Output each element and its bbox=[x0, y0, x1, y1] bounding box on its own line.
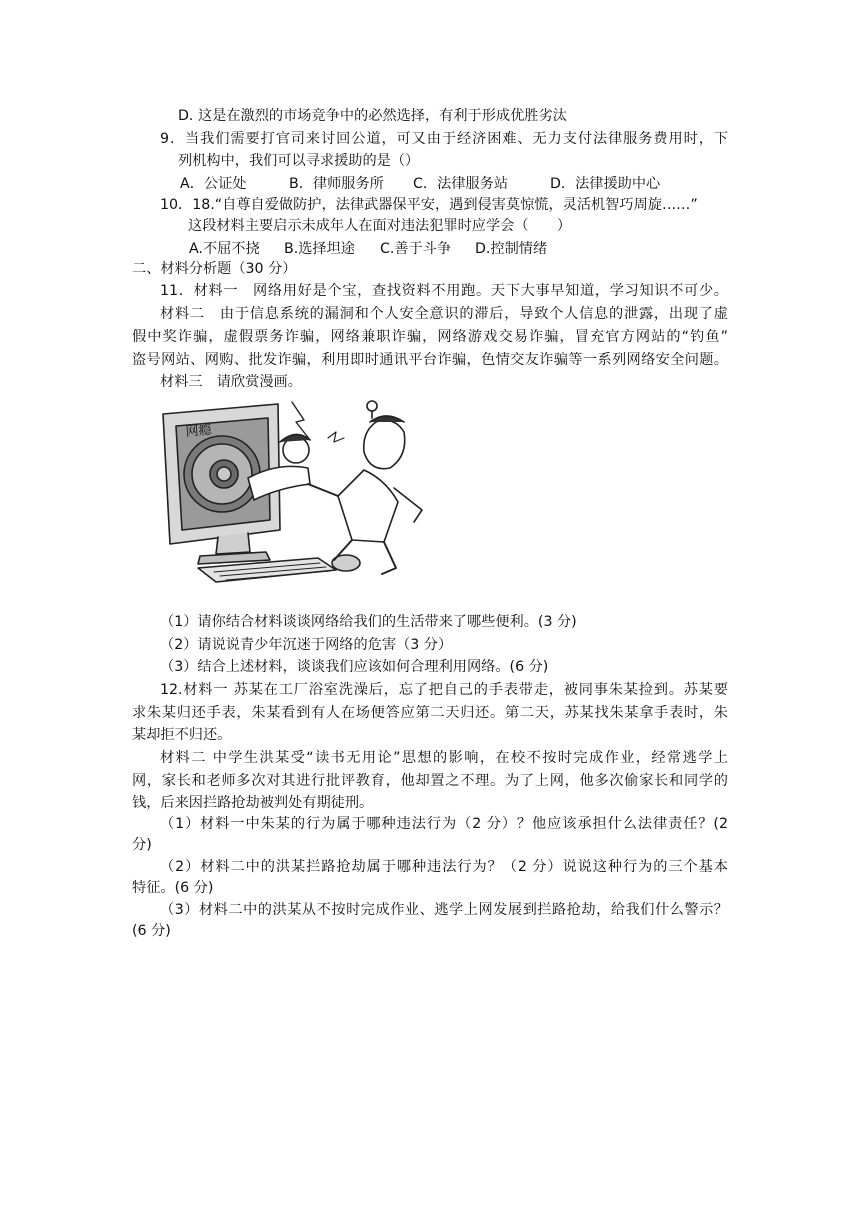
q12-subquestion-1-line2: 分) bbox=[132, 837, 152, 853]
q9-option-d: D．法律援助中心 bbox=[550, 176, 661, 192]
q10-option-a: A.不屈不挠 bbox=[189, 241, 260, 257]
q11-material-2-line2: 假中奖诈骗，虚假票务诈骗，网络兼职诈骗，网络游戏交易诈骗，冒充官方网站的“钓鱼” bbox=[132, 329, 728, 345]
q9-option-c: C．法律服务站 bbox=[413, 176, 509, 192]
q12-subquestion-2-line2: 特征。(6 分) bbox=[132, 880, 214, 896]
q12-material-2-line1: 材料二 中学生洪某受“读书无用论”思想的影响，在校不按时完成作业，经常逃学上 bbox=[160, 750, 728, 766]
q10-stem-line2: 这段材料主要启示未成年人在面对违法犯罪时应学会（ ） bbox=[188, 218, 572, 234]
q11-material-2-line3: 盗号网站、网购、批发诈骗，利用即时通讯平台诈骗，色情交友诈骗等一系列网络安全问题。 bbox=[132, 352, 728, 368]
q12-subquestion-3-line2: (6 分) bbox=[132, 923, 171, 939]
q11-material-3: 材料三 请欣赏漫画。 bbox=[160, 374, 302, 390]
q11-subquestion-3: （3）结合上述材料，谈谈我们应该如何合理利用网络。(6 分) bbox=[160, 659, 549, 675]
q10-option-c: C.善于斗争 bbox=[380, 241, 452, 257]
q12-material-1-line2: 求朱某归还手表，朱某看到有人在场便答应第二天归还。第二天，苏某找朱某拿手表时，朱 bbox=[132, 705, 728, 721]
q9-option-a: A．公证处 bbox=[180, 176, 247, 192]
q11-material-1: 11．材料一 网络用好是个宝，查找资料不用跑。天下大事早知道，学习知识不可少。 bbox=[160, 283, 728, 299]
q8-option-d: D. 这是在激烈的市场竞争中的必然选择，有利于形成优胜劣汰 bbox=[178, 108, 567, 124]
q11-subquestion-1: （1）请你结合材料谈谈网络给我们的生活带来了哪些便利。(3 分) bbox=[160, 614, 577, 630]
q10-stem-line1: 10．18.“自尊自爱做防护，法律武器保平安，遇到侵害莫惊慌，灵活机智巧周旋……” bbox=[160, 197, 698, 213]
internet-addiction-cartoon bbox=[158, 392, 438, 590]
q12-material-2-line3: 钱，后来因拦路抢劫被判处有期徒刑。 bbox=[132, 795, 374, 811]
cartoon-label: 网瘾 bbox=[185, 422, 213, 440]
section-heading: 二、材料分析题（30 分） bbox=[132, 261, 297, 277]
q10-option-b: B.选择坦途 bbox=[284, 241, 355, 257]
q12-material-1-line3: 某却拒不归还。 bbox=[132, 727, 232, 743]
q9-stem-line1: 9．当我们需要打官司来讨回公道，可又由于经济困难、无力支付法律服务费用时，下 bbox=[160, 131, 728, 147]
q12-material-2-line2: 网，家长和老师多次对其进行批评教育，他却置之不理。为了上网，他多次偷家长和同学的 bbox=[132, 773, 728, 789]
q9-option-b: B．律师服务所 bbox=[289, 176, 384, 192]
q11-material-2-line1: 材料二 由于信息系统的漏洞和个人安全意识的滞后，导致个人信息的泄露，出现了虚 bbox=[160, 306, 728, 322]
q12-subquestion-2-line1: （2）材料二中的洪某拦路抢劫属于哪种违法行为？（2 分）说说这种行为的三个基本 bbox=[160, 859, 728, 875]
q9-stem-line2: 列机构中，我们可以寻求援助的是（） bbox=[178, 153, 420, 169]
q11-subquestion-2: （2）请说说青少年沉迷于网络的危害（3 分） bbox=[160, 637, 453, 653]
q10-option-d: D.控制情绪 bbox=[475, 241, 548, 257]
q12-subquestion-1-line1: （1）材料一中朱某的行为属于哪种违法行为（2 分）？他应该承担什么法律责任？(2 bbox=[160, 816, 728, 832]
q12-material-1-line1: 12.材料一 苏某在工厂浴室洗澡后，忘了把自己的手表带走，被同事朱某捡到。苏某要 bbox=[160, 682, 728, 698]
q12-subquestion-3-line1: （3）材料二中的洪某从不按时完成作业、逃学上网发展到拦路抢劫，给我们什么警示？ bbox=[160, 902, 728, 918]
